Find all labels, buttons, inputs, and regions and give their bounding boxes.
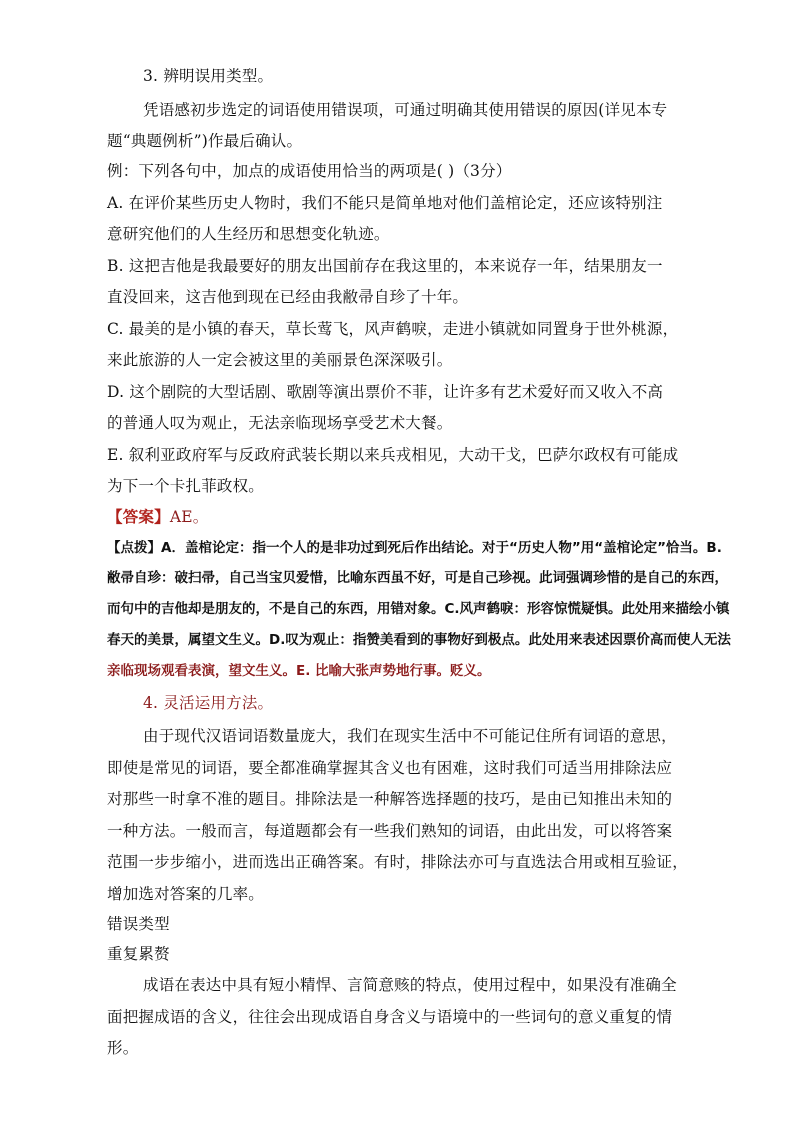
- section-heading: 错误类型: [107, 915, 170, 933]
- paragraph-line: 一种方法。一般而言，每道题都会有一些我们熟知的词语，由此出发，可以将答案: [107, 822, 673, 840]
- step-4-heading: 4. 灵活运用方法。: [143, 694, 274, 712]
- paragraph-line: 成语在表达中具有短小精悍、言简意赅的特点，使用过程中，如果没有准确全: [143, 976, 677, 994]
- option-b-line: B. 这把吉他是我最要好的朋友出国前存在我这里的，本来说存一年，结果朋友一: [107, 257, 663, 275]
- paragraph-line: 对那些一时拿不准的题目。排除法是一种解答选择题的技巧，是由已知推出未知的: [107, 790, 673, 808]
- explanation-line: 【点拨】A．盖棺论定：指一个人的是非功过到死后作出结论。对于“历史人物”用“盖棺论定”恰当。B.: [107, 540, 722, 556]
- explanation-label: 【点拨】: [107, 540, 161, 556]
- option-e-line: 为下一个卡扎菲政权。: [107, 477, 265, 495]
- option-c-line: C. 最美的是小镇的春天，草长莺飞，风声鹤唳，走进小镇就如同置身于世外桃源，: [107, 320, 679, 338]
- step-3-heading: 3. 辨明误用类型。: [143, 67, 274, 85]
- paragraph-line: 题“典题例析”)作最后确认。: [107, 132, 303, 150]
- option-a-line: 意研究他们的人生经历和思想变化轨迹。: [107, 225, 390, 243]
- example-question: 例：下列各句中，加点的成语使用恰当的两项是( )（3分）: [107, 162, 512, 180]
- option-c-line: 来此旅游的人一定会被这里的美丽景色深深吸引。: [107, 351, 453, 369]
- subsection-heading: 重复累赘: [107, 945, 170, 963]
- option-d-line: D. 这个剧院的大型话剧、歌剧等演出票价不菲，让许多有艺术爱好而又收入不高: [107, 383, 664, 401]
- answer-line: [107, 507, 208, 527]
- paragraph-line: 范围一步步缩小，进而选出正确答案。有时，排除法亦可与直选法合用或相互验证，: [107, 853, 688, 871]
- paragraph-line: 形。: [107, 1039, 139, 1057]
- explanation-line: 而句中的吉他却是朋友的，不是自己的东西，用错对象。C.风声鹤唳：形容惊慌疑惧。此处用来描绘小镇: [107, 601, 730, 617]
- paragraph-line: 增加选对答案的几率。: [107, 885, 265, 903]
- paragraph-line: 面把握成语的含义，往往会出现成语自身含义与语境中的一些词句的意义重复的情: [107, 1008, 673, 1026]
- paragraph-line: 由于现代汉语词语数量庞大，我们在现实生活中不可能记住所有词语的意思，: [143, 727, 677, 745]
- answer-label: 【答案】: [107, 508, 170, 526]
- paragraph-line: 即使是常见的词语，要全都准确掌握其含义也有困难，这时我们可适当用排除法应: [107, 759, 673, 777]
- answer-value: AE。: [169, 508, 209, 526]
- option-a-line: A. 在评价某些历史人物时，我们不能只是简单地对他们盖棺论定，还应该特别注: [107, 194, 663, 212]
- option-b-line: 直没回来，这吉他到现在已经由我敝帚自珍了十年。: [107, 288, 469, 306]
- explanation-line: 敝帚自珍：破扫帚，自己当宝贝爱惜，比喻东西虽不好，可是自己珍视。此词强调珍惜的是自己的东西，: [107, 570, 728, 586]
- explanation-line: 春天的美景，属望文生义。D.叹为观止：指赞美看到的事物好到极点。此处用来表述因票价高而使人无法: [107, 632, 731, 648]
- option-d-line: 的普通人叹为观止，无法亲临现场享受艺术大餐。: [107, 414, 453, 432]
- explanation-line: 亲临现场观看表演，望文生义。E. 比喻大张声势地行事。贬义。: [107, 663, 491, 679]
- paragraph-line: 凭语感初步选定的词语使用错误项，可通过明确其使用错误的原因(详见本专: [143, 101, 668, 119]
- option-e-line: E. 叙利亚政府军与反政府武装长期以来兵戎相见，大动干戈，巴萨尔政权有可能成: [107, 446, 679, 464]
